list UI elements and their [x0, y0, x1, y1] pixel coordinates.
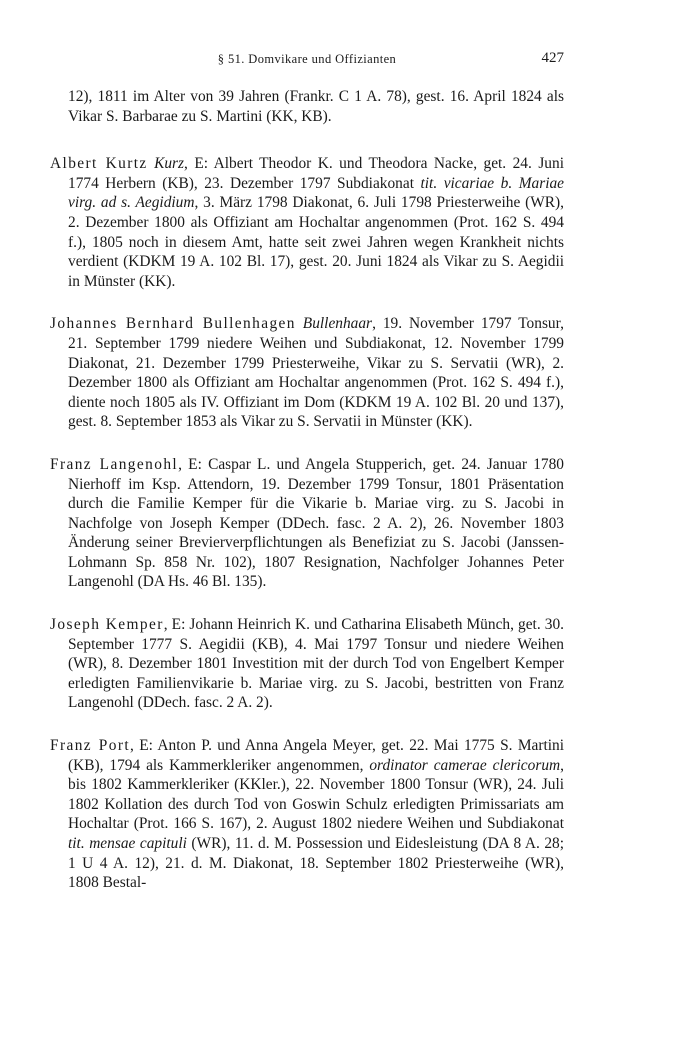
entry-text: , E: Johann Heinrich K. und Catharina Elisabeth Münch, get. 30. September 1777 S. Aegidii (KB), 4. Mai 1797 Tonsur und niedere Weihen (WR), 8. Dezember 1801 Investition mit der durch Tod von Engelbert Kemper erledigten Familienvikarie b. Mariae virg. zu S. Jacobi, bestritten von Franz Langenohl (DDech. fasc. 2 A. 2). — [68, 616, 564, 712]
name-variant: Bullenhaar — [302, 315, 373, 333]
latin-term: tit. vicariae b. Mariae virg. ad s. Aegidium — [68, 174, 565, 212]
entry-langenohl — [50, 455, 564, 592]
entry-name: Franz Langenohl — [50, 455, 179, 473]
entry-port — [50, 736, 564, 893]
entry-name: Johannes Bernhard Bullenhagen — [50, 315, 296, 333]
entry-text: (WR), 11. d. M. Possession und Eidesleistung (DA 8 A. 28; 1 U 4 A. 12), 21. d. M. Diakonat, 18. September 1802 Priesterweihe (WR), 1808 Bestal- — [68, 835, 564, 892]
entry-text: , 19. November 1797 Tonsur, 21. September 1799 niedere Weihen und Subdiakonat, 12. November 1799 Diakonat, 21. Dezember 1799 Priesterweihe, Vikar zu S. Servatii (WR), 2. Dezember 1800 als Offiziant am Hochaltar angenommen (Prot. 162 S. 494 f.), diente noch 1805 als IV. Offiziant im Dom (KDKM 19 A. 102 Bl. 20 und 137), gest. 8. September 1853 als Vikar zu S. Servatii in Münster (KK). — [68, 315, 564, 431]
entry-kemper — [50, 615, 564, 713]
entry-text: , 3. März 1798 Diakonat, 6. Juli 1798 Priesterweihe (WR), 2. Dezember 1800 als Offiziant am Hochaltar angenommen (Prot. 162 S. 494 f.), 1805 noch in diesem Amt, hatte seit zwei Jahren wegen Krankheit nichts verdient (KDKM 19 A. 102 Bl. 17), gest. 20. Juni 1824 als Vikar zu S. Aegidii in Münster (KK). — [68, 194, 565, 290]
entry-albert-kurtz — [50, 154, 564, 291]
entry-text: , E: Caspar L. und Angela Stupperich, get. 24. Januar 1780 Nierhoff im Ksp. Attendorn, 19. Dezember 1799 Tonsur, 1801 Präsentation durch die Familie Kemper für die Vikarie b. Mariae virg. zu S. Jacobi in Nachfolge von Joseph Kemper (DDech. fasc. 2 A. 2), 26. November 1803 Änderung seiner Brevierverpflichtungen als Benefiziat zu S. Jacobi (Janssen-Lohmann Sp. 858 Nr. 102), 1807 Resignation, Nachfolger Johannes Peter Langenohl (DA Hs. 46 Bl. 135). — [68, 455, 564, 591]
name-variant: Kurz — [154, 155, 185, 173]
latin-term: ordinator camerae clericorum — [369, 756, 561, 774]
page-header — [50, 50, 564, 70]
entry-name: Albert Kurtz — [50, 155, 148, 173]
page-number: 427 — [541, 50, 564, 66]
entry-bullenhagen — [50, 314, 564, 432]
entry-text: , E: Albert Theodor K. und Theodora Nacke, get. 24. Juni 1774 Herbern (KB), 23. Dezember 1797 Subdiakonat — [68, 155, 564, 192]
entry-text: 12), 1811 im Alter von 39 Jahren (Frankr. C 1 A. 78), gest. 16. April 1824 als Vikar S. Barbarae zu S. Martini (KK, KB). — [68, 88, 564, 125]
latin-term: tit. mensae capituli — [68, 835, 187, 852]
entry-name: Franz Port — [50, 737, 131, 755]
page-body — [50, 87, 564, 916]
running-head: § 51. Domvikare und Offizianten — [217, 52, 397, 66]
entry-text: , bis 1802 Kammerkleriker (KKler.), 22. November 1800 Tonsur (WR), 24. Juli 1802 Kollation des durch Tod von Goswin Schulz erledigten Primissariats am Hochaltar (Prot. 166 S. 167), 2. August 1802 niedere Weihen und Subdiakonat — [68, 756, 564, 833]
entry-continuation — [50, 87, 564, 126]
entry-name: Joseph Kemper — [50, 616, 164, 634]
entry-text: , E: Anton P. und Anna Angela Meyer, get. 22. Mai 1775 S. Martini (KB), 1794 als Kammerkleriker angenommen, — [68, 737, 564, 774]
